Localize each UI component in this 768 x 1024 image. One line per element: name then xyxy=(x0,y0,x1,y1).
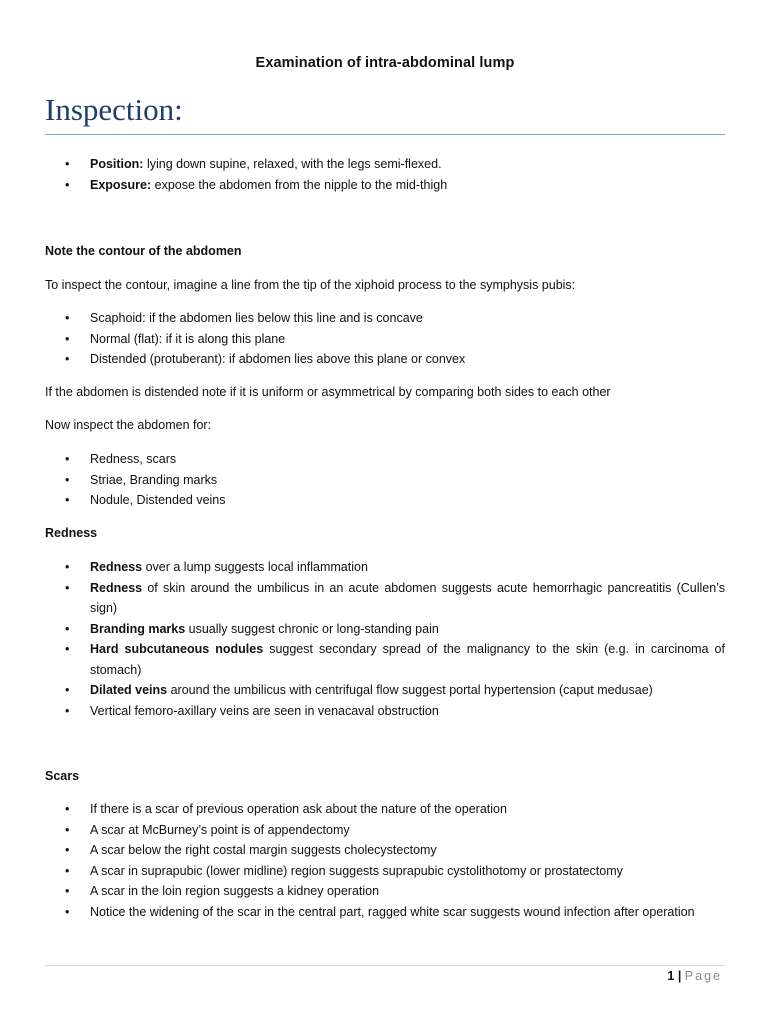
bullet-icon: • xyxy=(65,560,70,574)
bullet-icon: • xyxy=(65,621,70,636)
item-text: A scar in suprapubic (lower midline) region suggests suprapubic cystolithotomy or prostatectomy xyxy=(90,863,623,878)
redness-title: Redness xyxy=(45,526,98,540)
contour-list xyxy=(45,308,725,370)
list-item xyxy=(45,639,725,680)
bullet-icon: • xyxy=(65,352,70,366)
footer-divider xyxy=(45,965,725,966)
item-text: A scar at McBurney’s point is of appendectomy xyxy=(90,822,350,837)
redness-list xyxy=(45,557,725,721)
scars-list-block xyxy=(45,799,725,922)
bullet-icon: • xyxy=(65,843,70,857)
bullet-icon: • xyxy=(65,493,70,507)
list-item xyxy=(45,308,725,329)
inspect-list-block xyxy=(45,449,725,511)
page-label: Page xyxy=(684,969,722,983)
list-item xyxy=(45,329,725,350)
contour-title-block xyxy=(45,241,725,262)
document-page xyxy=(45,0,725,1024)
section-heading: Inspection: xyxy=(45,92,725,135)
list-item xyxy=(45,861,725,882)
bullet-icon: • xyxy=(65,580,70,595)
list-item xyxy=(45,349,725,370)
list-item xyxy=(45,902,725,923)
bullet-icon: • xyxy=(65,177,70,192)
item-text: Distended (protuberant): if abdomen lies above this plane or convex xyxy=(90,352,466,366)
list-item xyxy=(45,578,725,619)
item-text: of skin around the umbilicus in an acute abdomen suggests acute hemorrhagic pancreatitis (Cullen’s sign) xyxy=(90,580,725,615)
item-text: Notice the widening of the scar in the central part, ragged white scar suggests wound infection after operation xyxy=(90,904,695,919)
bullet-icon: • xyxy=(65,703,70,718)
list-item xyxy=(45,470,725,491)
list-item xyxy=(45,840,725,861)
list-item xyxy=(45,820,725,841)
item-label: Redness xyxy=(90,580,143,595)
bullet-icon: • xyxy=(65,311,70,325)
item-label: Exposure: xyxy=(90,177,152,192)
list-item xyxy=(45,449,725,470)
item-text: Redness, scars xyxy=(90,452,177,466)
bullet-icon: • xyxy=(65,822,70,837)
contour-list-block xyxy=(45,308,725,370)
item-text: Normal (flat): if it is along this plane xyxy=(90,331,286,346)
contour-intro: To inspect the contour, imagine a line from the tip of the xiphoid process to the symphysis pubis: xyxy=(45,278,576,292)
scars-list xyxy=(45,799,725,922)
bullet-icon: • xyxy=(65,683,70,697)
bullet-icon: • xyxy=(65,331,70,346)
item-text: Nodule, Distended veins xyxy=(90,493,226,507)
item-label: Position: xyxy=(90,157,144,171)
list-item xyxy=(45,799,725,820)
list-item xyxy=(45,175,725,196)
item-text: Scaphoid: if the abdomen lies below this line and is concave xyxy=(90,311,423,325)
distended-note: If the abdomen is distended note if it is uniform or asymmetrical by comparing both sides to each other xyxy=(45,385,611,399)
inspect-intro: Now inspect the abdomen for: xyxy=(45,418,212,432)
scars-title-block xyxy=(45,766,725,787)
bullet-icon: • xyxy=(65,863,70,878)
item-text: over a lump suggests local inflammation xyxy=(142,560,368,574)
bullet-icon: • xyxy=(65,884,70,898)
bullet-icon: • xyxy=(65,904,70,919)
item-text: A scar below the right costal margin suggests cholecystectomy xyxy=(90,843,437,857)
inspect-list xyxy=(45,449,725,511)
page-number: 1 xyxy=(667,969,675,983)
item-text: lying down supine, relaxed, with the legs semi-flexed. xyxy=(143,157,442,171)
item-label: Redness xyxy=(90,560,143,574)
list-item xyxy=(45,701,725,722)
bullet-icon: • xyxy=(65,157,70,171)
redness-list-block xyxy=(45,557,725,721)
page-footer xyxy=(667,969,722,983)
list-item xyxy=(45,881,725,902)
item-text: A scar in the loin region suggests a kidney operation xyxy=(90,884,380,898)
document-title: Examination of intra-abdominal lump xyxy=(255,55,515,71)
prep-list xyxy=(45,154,725,195)
distended-note-block xyxy=(45,382,725,403)
item-text: expose the abdomen from the nipple to the mid-thigh xyxy=(151,177,448,192)
item-text: Striae, Branding marks xyxy=(90,472,218,487)
bullet-icon: • xyxy=(65,452,70,466)
list-item xyxy=(45,557,725,578)
bullet-icon: • xyxy=(65,472,70,487)
item-text: If there is a scar of previous operation ask about the nature of the operation xyxy=(90,802,507,816)
bullet-icon: • xyxy=(65,642,70,656)
item-text: Vertical femoro-axillary veins are seen in venacaval obstruction xyxy=(90,703,439,718)
list-item xyxy=(45,154,725,175)
footer-separator: | xyxy=(677,969,682,983)
redness-title-block xyxy=(45,523,725,544)
item-text: suggest secondary spread of the malignancy to the skin (e.g. in carcinoma of stomach) xyxy=(90,642,725,677)
item-label: Dilated veins xyxy=(90,683,168,697)
item-text: usually suggest chronic or long-standing pain xyxy=(185,621,439,636)
list-item xyxy=(45,490,725,511)
list-item xyxy=(45,619,725,640)
list-item xyxy=(45,680,725,701)
inspect-intro-block xyxy=(45,415,725,436)
contour-title: Note the contour of the abdomen xyxy=(45,244,242,258)
item-label: Hard subcutaneous nodules xyxy=(90,642,264,656)
prep-list-block xyxy=(45,154,725,195)
scars-title: Scars xyxy=(45,769,80,783)
contour-intro-block xyxy=(45,275,725,296)
item-label: Branding marks xyxy=(90,621,186,636)
bullet-icon: • xyxy=(65,802,70,816)
item-text: around the umbilicus with centrifugal flow suggest portal hypertension (caput medusae) xyxy=(167,683,653,697)
